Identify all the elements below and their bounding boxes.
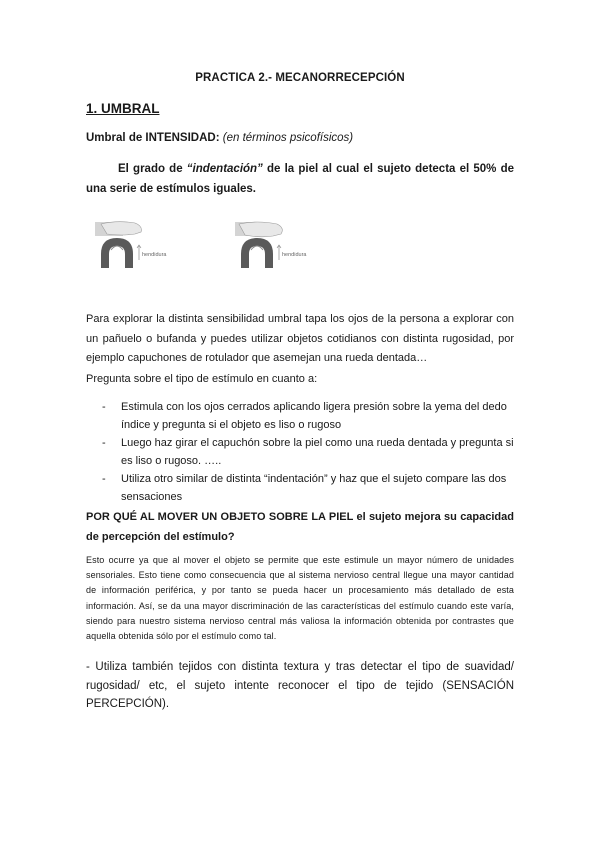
subtitle-italic: (en términos psicofísicos) [222, 132, 354, 144]
final-paragraph: - Utiliza también tejidos con distinta textura y tras detectar el tipo de suavidad/ rugosidad/ etc, el sujeto intente reconocer el tipo de tejido (SENSACIÓN PERCEPCIÓN). [86, 661, 514, 710]
list-dash: - [102, 401, 106, 413]
section-heading: 1. UMBRAL [86, 101, 160, 116]
subtitle-bold: Umbral de INTENSIDAD: [86, 132, 220, 144]
list-dash: - [102, 437, 106, 449]
list-item-text: Luego haz girar el capuchón sobre la piel como una rueda dentada y pregunta si es liso o rugoso. ….. [121, 437, 514, 467]
list-item-text: Utiliza otro similar de distinta “indentación” y haz que el sujeto compare las dos sensaciones [121, 473, 507, 503]
finger-indentation-diagram [95, 220, 169, 274]
definition-term: “indentación” [186, 163, 263, 175]
list-dash: - [102, 473, 106, 485]
page-title: PRACTICA 2.- MECANORRECEPCIÓN [195, 72, 405, 84]
indentation-figure [95, 220, 169, 274]
question-heading: POR QUÉ AL MOVER UN OBJETO SOBRE LA PIEL el sujeto mejora su capacidad de percepción del estímulo? [86, 511, 514, 543]
list-item [86, 434, 514, 470]
list-item [86, 470, 514, 506]
definition-part1: El grado de [118, 163, 187, 175]
stimulus-list [86, 398, 514, 506]
explore-paragraph: Para explorar la distinta sensibilidad umbral tapa los ojos de la persona a explorar con un pañuelo o bufanda y puedes utilizar objetos cotidianos con distinta rugosidad, por ejemplo capuchones de rotulador que asemejan una rueda dentada… [86, 313, 514, 364]
finger-indentation-diagram [235, 220, 309, 274]
figure-label: hendidura [282, 252, 307, 258]
ask-paragraph: Pregunta sobre el tipo de estímulo en cuanto a: [86, 373, 318, 385]
definition-paragraph [86, 159, 514, 199]
figure-label: hendidura [142, 252, 167, 258]
list-item [86, 398, 514, 434]
subtitle [86, 132, 353, 144]
list-item-text: Estimula con los ojos cerrados aplicando ligera presión sobre la yema del dedo índice y pregunta si el objeto es liso o rugoso [121, 401, 507, 431]
indentation-figure [235, 220, 309, 274]
definition-part2: de la piel al cual el sujeto detecta el 50% de una serie de estímulos iguales. [86, 163, 514, 195]
explanation-paragraph: Esto ocurre ya que al mover el objeto se permite que este estimule un mayor número de unidades sensoriales. Esto tiene como consecuencia que al sistema nervioso central llegue una mayor cantidad de información periférica, y por tanto se pueda hacer un procesamiento más detallado de esta información. Así, se da una mayor discriminación de las características del estímulo cuando este varía, siendo para nuestro sistema nervioso central más valiosa la información obtenida por contrastes que aquella obtenida sólo por el estímulo como tal. [86, 555, 514, 642]
